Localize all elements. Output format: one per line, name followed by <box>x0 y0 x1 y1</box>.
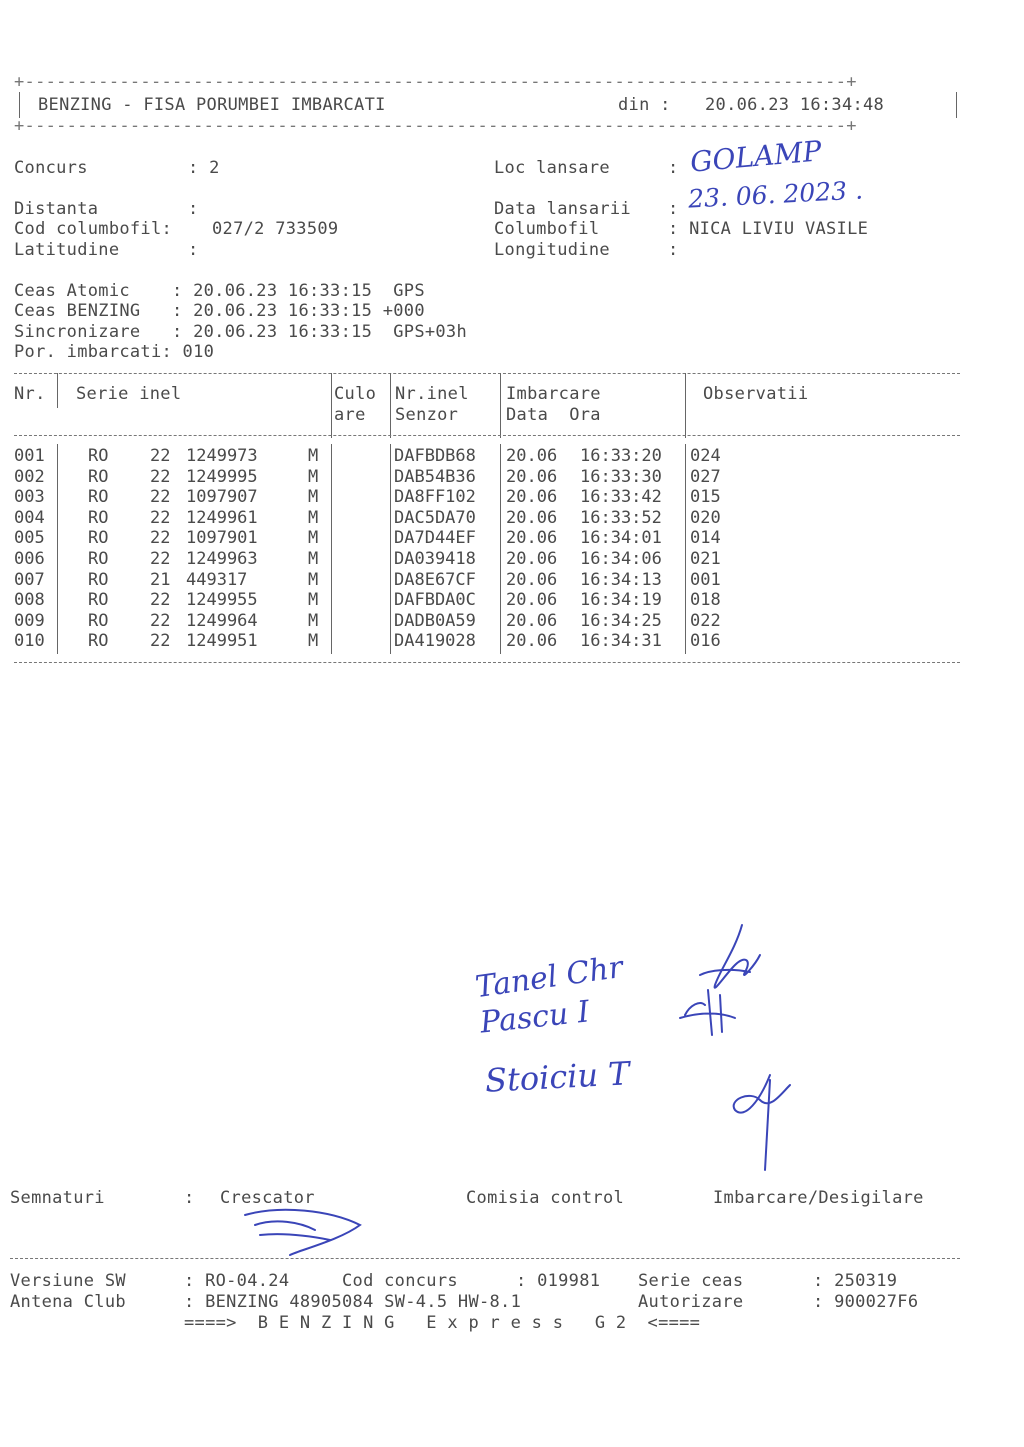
row-sex-cell: M <box>308 487 319 508</box>
row-country-cell: RO <box>88 631 109 652</box>
ceas-atomic: Ceas Atomic : 20.06.23 16:33:15 GPS <box>14 281 425 301</box>
th-nr: Nr. <box>14 384 46 404</box>
row-obs-cell: 014 <box>690 528 721 549</box>
row-obs-cell: 001 <box>690 569 721 590</box>
row-nr-cell: 001 <box>14 446 45 466</box>
row-sensor-cell: DAFBDA0C <box>394 590 476 611</box>
th-senzor: Senzor <box>395 405 459 425</box>
th-nr-inel: Nr.inel <box>395 384 469 404</box>
row-year-cell: 22 <box>150 466 171 487</box>
row-country-cell: RO <box>88 507 109 528</box>
row-ring-cell: 1249964 <box>186 610 258 631</box>
th-data-ora: Data Ora <box>506 405 601 425</box>
row-sensor-cell: DA8FF102 <box>394 487 476 508</box>
row-nr-cell: 007 <box>14 569 45 590</box>
row-obs-cell: 027 <box>690 466 721 487</box>
row-date-cell: 20.06 <box>506 590 558 611</box>
row-country-cell: RO <box>88 528 109 549</box>
semnaturi-colon: : <box>184 1188 195 1208</box>
row-country-cell: RO <box>88 569 109 590</box>
latitudine-value: : <box>188 240 199 260</box>
longitudine-label: Longitudine <box>494 240 610 260</box>
row-sensor-cell: DAB54B36 <box>394 466 476 487</box>
header-din-label: din : <box>618 95 671 115</box>
autorizare-label: Autorizare <box>638 1292 744 1312</box>
row-country-cell: RO <box>88 446 109 466</box>
row-sex-cell: M <box>308 549 319 569</box>
antena-label: Antena Club <box>10 1292 126 1312</box>
row-year-cell: 22 <box>150 610 171 631</box>
handwritten-name-1: Tanel Chr <box>473 949 626 1006</box>
longitudine-value: : <box>668 240 679 260</box>
row-year-cell: 22 <box>150 631 171 652</box>
row-time-cell: 16:34:13 <box>580 569 662 590</box>
row-year-cell: 21 <box>150 569 171 590</box>
row-sensor-cell: DA7D44EF <box>394 528 476 549</box>
row-sex-cell: M <box>308 569 319 590</box>
row-nr-cell: 002 <box>14 466 45 487</box>
sincronizare: Sincronizare : 20.06.23 16:33:15 GPS+03h <box>14 322 467 342</box>
row-sex-cell: M <box>308 466 319 487</box>
row-time-cell: 16:33:20 <box>580 446 662 466</box>
row-country-cell: RO <box>88 466 109 487</box>
row-year-cell: 22 <box>150 590 171 611</box>
row-ring-cell: 1097901 <box>186 528 258 549</box>
comisia-label: Comisia control <box>466 1188 625 1208</box>
row-sex-cell: M <box>308 590 319 611</box>
row-sensor-cell: DA039418 <box>394 549 476 569</box>
row-sex-cell: M <box>308 610 319 631</box>
row-time-cell: 16:33:42 <box>580 487 662 508</box>
row-obs-cell: 015 <box>690 487 721 508</box>
versiune-value: : RO-04.24 <box>184 1271 290 1291</box>
row-obs-cell: 018 <box>690 590 721 611</box>
row-sensor-cell: DA419028 <box>394 631 476 652</box>
row-year-cell: 22 <box>150 446 171 466</box>
row-nr-cell: 003 <box>14 487 45 508</box>
row-sex-cell: M <box>308 507 319 528</box>
distanta-value: : <box>188 199 199 219</box>
header-din-value: 20.06.23 16:34:48 <box>705 95 885 115</box>
row-time-cell: 16:34:01 <box>580 528 662 549</box>
row-sex-cell: M <box>308 631 319 652</box>
th-observatii: Observatii <box>703 384 809 404</box>
row-country-cell: RO <box>88 549 109 569</box>
row-sensor-cell: DAFBDB68 <box>394 446 476 466</box>
row-ring-cell: 1097907 <box>186 487 258 508</box>
header-bottom-border: +------------------------------------------------------------------------------+ <box>14 116 857 136</box>
data-lansarii-label: Data lansarii <box>494 199 631 219</box>
latitudine-label: Latitudine <box>14 240 120 260</box>
row-nr-cell: 006 <box>14 549 45 569</box>
row-year-cell: 22 <box>150 549 171 569</box>
row-country-cell: RO <box>88 610 109 631</box>
row-time-cell: 16:33:30 <box>580 466 662 487</box>
row-obs-cell: 016 <box>690 631 721 652</box>
distanta-label: Distanta <box>14 199 99 219</box>
row-ring-cell: 1249951 <box>186 631 258 652</box>
th-culo: Culo <box>334 384 377 404</box>
row-sensor-cell: DA8E67CF <box>394 569 476 590</box>
row-nr-cell: 009 <box>14 610 45 631</box>
cod-concurs-label: Cod concurs <box>342 1271 458 1291</box>
row-obs-cell: 022 <box>690 610 721 631</box>
row-sensor-cell: DAC5DA70 <box>394 507 476 528</box>
row-time-cell: 16:34:19 <box>580 590 662 611</box>
handwritten-name-2: Pascu I <box>478 994 592 1041</box>
row-date-cell: 20.06 <box>506 610 558 631</box>
loc-lansare-handwritten: GOLAMP <box>688 134 823 179</box>
imbarcare-desigilare-label: Imbarcare/Desigilare <box>713 1188 924 1208</box>
row-ring-cell: 1249955 <box>186 590 258 611</box>
row-obs-cell: 024 <box>690 446 721 466</box>
row-date-cell: 20.06 <box>506 631 558 652</box>
header-top-border: +------------------------------------------------------------------------------+ <box>14 72 857 92</box>
cod-concurs-value: : 019981 <box>516 1271 601 1291</box>
serie-ceas-value: : 250319 <box>813 1271 898 1291</box>
row-ring-cell: 1249963 <box>186 549 258 569</box>
row-obs-cell: 020 <box>690 507 721 528</box>
concurs-value: : 2 <box>188 158 220 178</box>
row-date-cell: 20.06 <box>506 446 558 466</box>
row-year-cell: 22 <box>150 487 171 508</box>
row-ring-cell: 1249973 <box>186 446 258 466</box>
row-nr-cell: 008 <box>14 590 45 611</box>
row-time-cell: 16:34:06 <box>580 549 662 569</box>
concurs-label: Concurs <box>14 158 88 178</box>
footer-rule <box>10 1258 960 1259</box>
row-time-cell: 16:34:31 <box>580 631 662 652</box>
row-date-cell: 20.06 <box>506 487 558 508</box>
row-date-cell: 20.06 <box>506 549 558 569</box>
row-date-cell: 20.06 <box>506 466 558 487</box>
por-imbarcati: Por. imbarcati: 010 <box>14 342 215 362</box>
crescator-label: Crescator <box>220 1188 315 1208</box>
ceas-benzing: Ceas BENZING : 20.06.23 16:33:15 +000 <box>14 301 425 321</box>
autorizare-value: : 900027F6 <box>813 1292 919 1312</box>
row-sex-cell: M <box>308 446 319 466</box>
cod-columbofil-label: Cod columbofil: <box>14 219 173 239</box>
row-ring-cell: 1249995 <box>186 466 258 487</box>
row-nr-cell: 005 <box>14 528 45 549</box>
loc-lansare-label: Loc lansare <box>494 158 610 178</box>
th-imbarcare: Imbarcare <box>506 384 601 404</box>
row-sex-cell: M <box>308 528 319 549</box>
data-lansarii-colon: : <box>668 199 679 219</box>
row-date-cell: 20.06 <box>506 569 558 590</box>
handwritten-name-3: Stoiciu T <box>484 1054 631 1100</box>
loc-lansare-colon: : <box>668 158 679 178</box>
header-title: BENZING - FISA PORUMBEI IMBARCATI <box>38 95 386 115</box>
data-lansarii-handwritten: 23. 06. 2023 . <box>687 175 864 214</box>
row-ring-cell: 1249961 <box>186 507 258 528</box>
antena-value: : BENZING 48905084 SW-4.5 HW-8.1 <box>184 1292 522 1312</box>
row-country-cell: RO <box>88 487 109 508</box>
row-nr-cell: 010 <box>14 631 45 652</box>
serie-ceas-label: Serie ceas <box>638 1271 744 1291</box>
th-are: are <box>334 405 366 425</box>
row-obs-cell: 021 <box>690 549 721 569</box>
row-date-cell: 20.06 <box>506 507 558 528</box>
versiune-label: Versiune SW <box>10 1271 126 1291</box>
row-year-cell: 22 <box>150 528 171 549</box>
row-ring-cell: 449317 <box>186 569 248 590</box>
row-nr-cell: 004 <box>14 507 45 528</box>
cod-columbofil-value: 027/2 733509 <box>212 219 339 239</box>
columbofil-label: Columbofil <box>494 219 600 239</box>
row-time-cell: 16:33:52 <box>580 507 662 528</box>
row-time-cell: 16:34:25 <box>580 610 662 631</box>
th-serie-inel: Serie inel <box>76 384 182 404</box>
row-year-cell: 22 <box>150 507 171 528</box>
benzing-banner: ====> B E N Z I N G E x p r e s s G 2 <==== <box>184 1313 701 1333</box>
row-sensor-cell: DADB0A59 <box>394 610 476 631</box>
semnaturi-label: Semnaturi <box>10 1188 105 1208</box>
row-country-cell: RO <box>88 590 109 611</box>
row-date-cell: 20.06 <box>506 528 558 549</box>
columbofil-value: : NICA LIVIU VASILE <box>668 219 869 239</box>
